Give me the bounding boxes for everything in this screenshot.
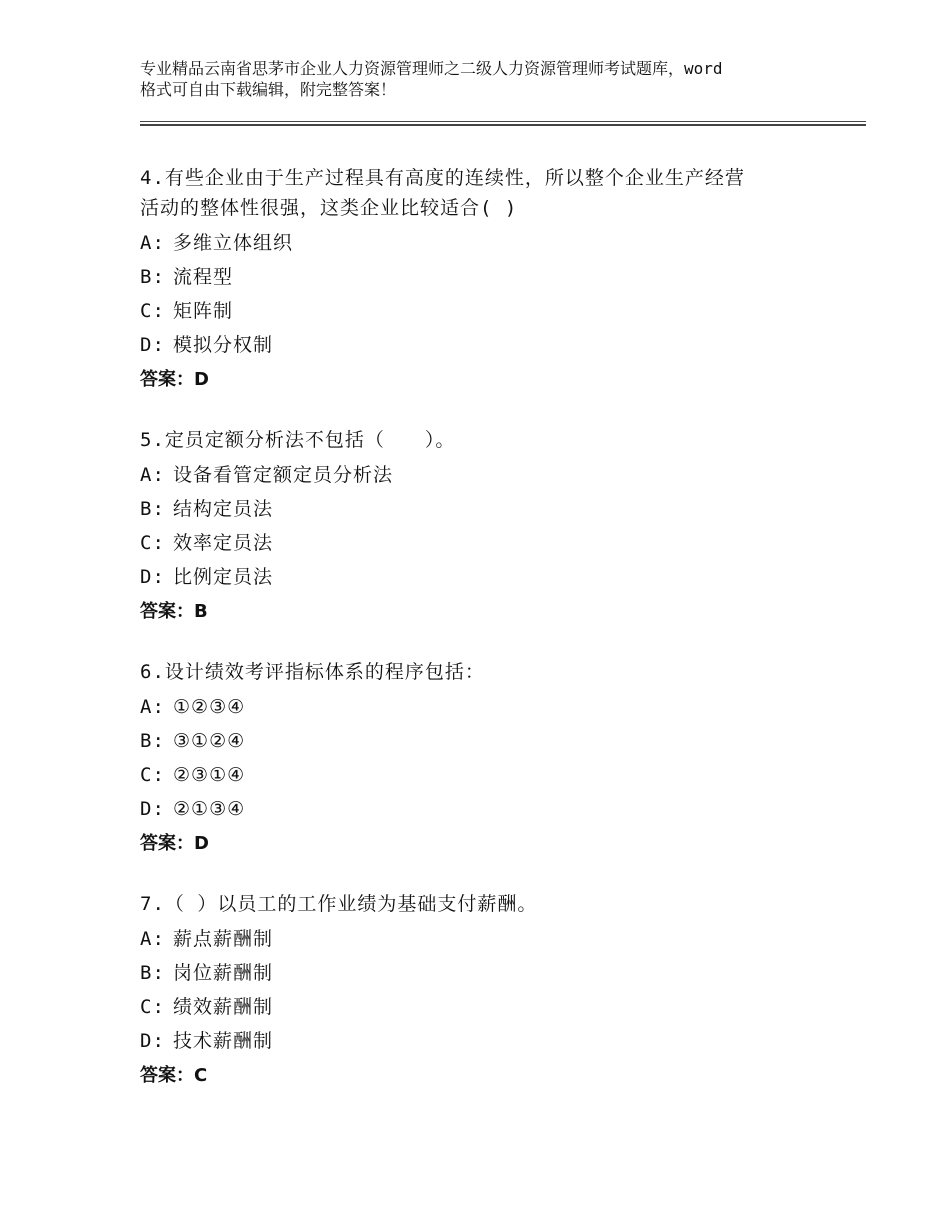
answer-value: D (194, 369, 209, 390)
option-text: ①②③④ (173, 696, 246, 718)
header-rule-thick (140, 124, 866, 126)
question-list (140, 163, 840, 1121)
answer-label: 答案： (140, 1065, 194, 1086)
option-text: 结构定员法 (173, 498, 274, 520)
option-b (140, 956, 840, 990)
option-key: D: (140, 566, 165, 588)
option-a (140, 690, 840, 724)
answer-value: D (194, 833, 209, 854)
header-rule-thin (140, 121, 866, 122)
option-text: 模拟分权制 (173, 334, 274, 356)
option-text: ②③①④ (173, 764, 246, 786)
option-text: ③①②④ (173, 730, 246, 752)
stem-line-1: 5.定员定额分析法不包括（ ）。 (140, 429, 456, 451)
option-key: D: (140, 798, 165, 820)
option-text: ②①③④ (173, 798, 246, 820)
document-header (140, 58, 830, 100)
answer-line (140, 1058, 840, 1094)
option-key: A: (140, 464, 165, 486)
stem-line-1: 4.有些企业由于生产过程具有高度的连续性，所以整个企业生产经营 (140, 167, 745, 189)
option-key: B: (140, 730, 165, 752)
option-key: A: (140, 696, 165, 718)
answer-value: C (194, 1065, 208, 1086)
option-key: A: (140, 232, 165, 254)
option-text: 绩效薪酬制 (173, 996, 274, 1018)
answer-label: 答案： (140, 601, 194, 622)
option-c (140, 990, 840, 1024)
answer-line (140, 362, 840, 398)
option-c (140, 294, 840, 328)
header-line-2: 格式可自由下载编辑，附完整答案！ (140, 80, 397, 99)
answer-label: 答案： (140, 833, 194, 854)
answer-line (140, 826, 840, 862)
option-d (140, 792, 840, 826)
stem-line-1: 7.（ ）以员工的工作业绩为基础支付薪酬。 (140, 893, 538, 915)
option-text: 薪点薪酬制 (173, 928, 274, 950)
option-text: 流程型 (173, 266, 234, 288)
question-stem (140, 425, 840, 455)
answer-label: 答案： (140, 369, 194, 390)
option-text: 比例定员法 (173, 566, 274, 588)
option-text: 矩阵制 (173, 300, 234, 322)
option-text: 岗位薪酬制 (173, 962, 274, 984)
option-a (140, 226, 840, 260)
header-line-1: 专业精品云南省思茅市企业人力资源管理师之二级人力资源管理师考试题库，word (140, 59, 723, 78)
option-a (140, 458, 840, 492)
answer-value: B (194, 601, 208, 622)
option-key: D: (140, 334, 165, 356)
option-text: 效率定员法 (173, 532, 274, 554)
option-text: 技术薪酬制 (173, 1030, 274, 1052)
option-key: A: (140, 928, 165, 950)
option-key: B: (140, 266, 165, 288)
option-b (140, 492, 840, 526)
option-c (140, 526, 840, 560)
option-c (140, 758, 840, 792)
stem-line-2: 活动的整体性很强，这类企业比较适合( ) (140, 197, 518, 219)
option-b (140, 724, 840, 758)
option-key: C: (140, 300, 165, 322)
option-b (140, 260, 840, 294)
option-key: C: (140, 532, 165, 554)
question-4 (140, 163, 840, 398)
option-key: C: (140, 764, 165, 786)
option-d (140, 560, 840, 594)
option-key: D: (140, 1030, 165, 1052)
option-key: B: (140, 498, 165, 520)
stem-line-1: 6.设计绩效考评指标体系的程序包括： (140, 661, 485, 683)
question-stem (140, 657, 840, 687)
question-6 (140, 657, 840, 862)
option-key: C: (140, 996, 165, 1018)
question-7 (140, 889, 840, 1094)
answer-line (140, 594, 840, 630)
option-d (140, 1024, 840, 1058)
option-text: 设备看管定额定员分析法 (173, 464, 394, 486)
option-key: B: (140, 962, 165, 984)
option-a (140, 922, 840, 956)
option-d (140, 328, 840, 362)
option-text: 多维立体组织 (173, 232, 294, 254)
question-5 (140, 425, 840, 630)
question-stem (140, 163, 840, 223)
question-stem (140, 889, 840, 919)
